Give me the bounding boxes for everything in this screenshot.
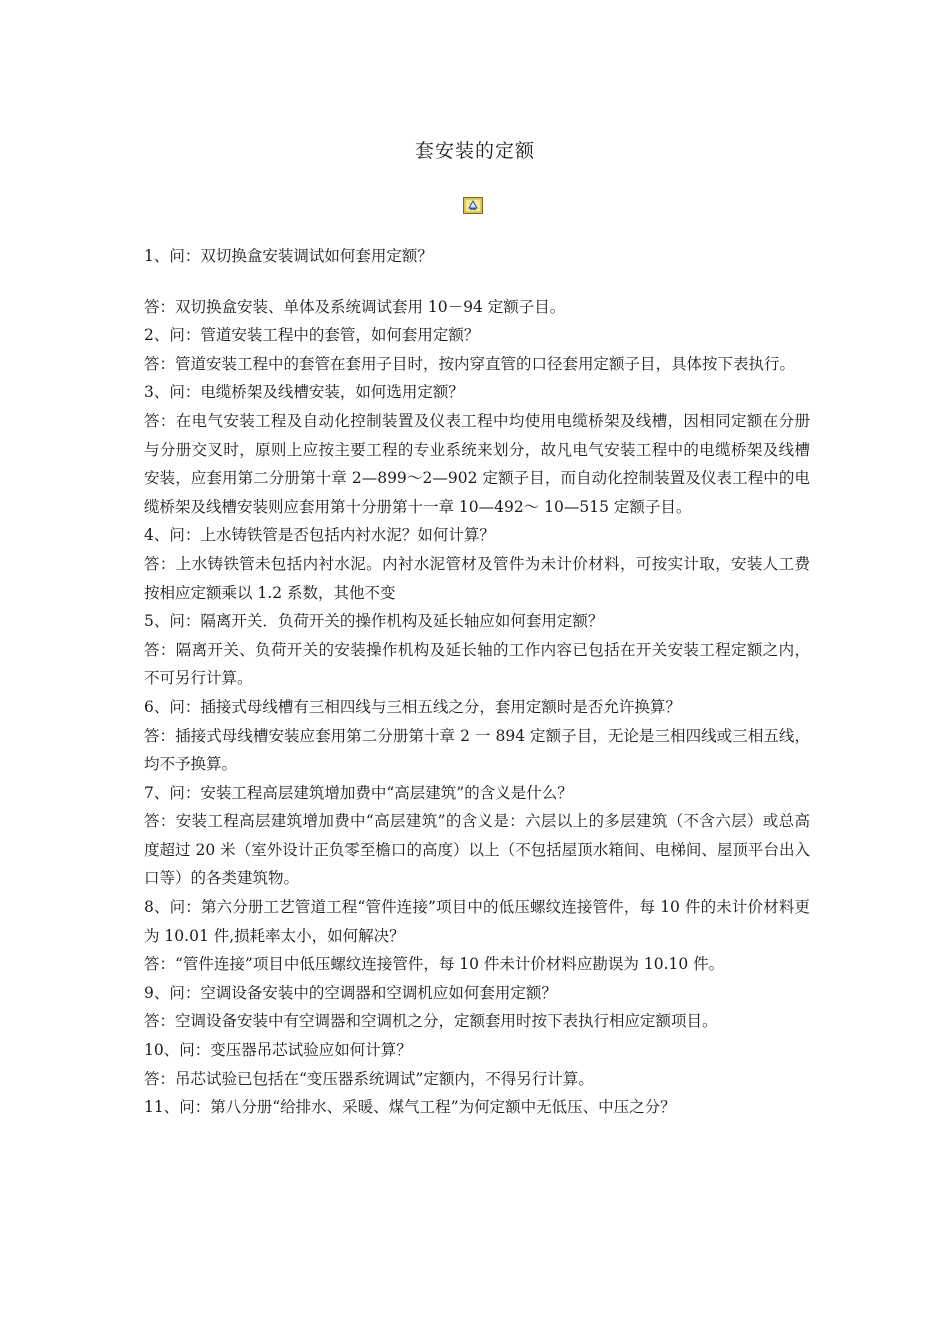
paragraph: 答：在电气安装工程及自动化控制装置及仪表工程中均使用电缆桥架及线槽，因相同定额在分册与分册交叉时，原则上应按主要工程的专业系统来划分，故凡电气安装工程中的电缆桥架及线槽安装，应套用第二分册第十章 2—899～2—902 定额子目，而自动化控制装置及仪表工程中的电缆桥架及线槽安装则应套用第十分册第十一章 10—492～ 10—515 定额子目。 — [144, 411, 810, 516]
document-title: 套安装的定额 — [414, 140, 535, 162]
paragraph: 答：上水铸铁管未包括内衬水泥。内衬水泥管材及管件为未计价材料，可按实计取，安装人工费按相应定额乘以 1.2 系数，其他不变 — [144, 554, 810, 602]
paragraph: 7、问：安装工程高层建筑增加费中“高层建筑”的含义是什么？ — [144, 783, 573, 802]
paragraph: 5、问：隔离开关．负荷开关的操作机构及延长轴应如何套用定额？ — [144, 612, 604, 631]
paragraph: 3、问：电缆桥架及线槽安装，如何选用定额？ — [144, 383, 464, 402]
paragraph: 答：吊芯试验已包括在“变压器系统调试”定额内，不得另行计算。 — [144, 1069, 594, 1088]
paragraph: 9、问：空调设备安装中的空调器和空调机应如何套用定额？ — [144, 983, 557, 1002]
paragraph: 2、问：管道安装工程中的套管，如何套用定额？ — [144, 326, 480, 345]
document-body — [144, 242, 810, 1122]
document-object-icon[interactable] — [463, 197, 483, 214]
paragraph: 4、问：上水铸铁管是否包括内衬水泥？如何计算？ — [144, 526, 495, 545]
paragraph: 8、问：第六分册工艺管道工程“管件连接”项目中的低压螺纹连接管件，每 10 件的未计价材料更为 10.01 件,损耗率太小，如何解决？ — [144, 898, 810, 945]
paragraph: 1、问：双切换盒安装调试如何套用定额？ — [144, 247, 433, 265]
paragraph: 答：管道安装工程中的套管在套用子目时，按内穿直管的口径套用定额子目，具体按下表执行。 — [144, 354, 796, 373]
paragraph: 答：“管件连接”项目中低压螺纹连接管件，每 10 件未计价材料应勘误为 10.10 件。 — [144, 955, 725, 974]
paragraph: 答：安装工程高层建筑增加费中“高层建筑”的含义是：六层以上的多层建筑（不含六层）或总高度超过 20 米（室外设计正负零至檐口的高度）以上（不包括屋顶水箱间、电梯间、屋顶平台出入口等）的各类建筑物。 — [144, 812, 810, 888]
paragraph: 答：双切换盒安装、单体及系统调试套用 10－94 定额子目。 — [144, 297, 566, 316]
paragraph: 答：隔离开关、负荷开关的安装操作机构及延长轴的工作内容已包括在开关安装工程定额之内，不可另行计算。 — [144, 640, 810, 688]
paragraph: 11、问：第八分册“给排水、采暖、煤气工程”为何定额中无低压、中压之分？ — [144, 1098, 676, 1117]
paragraph: 10、问：变压器吊芯试验应如何计算？ — [144, 1041, 412, 1060]
paragraph: 答：插接式母线槽安装应套用第二分册第十章 2 一 894 定额子目，无论是三相四线或三相五线，均不予换算。 — [144, 726, 810, 774]
paragraph: 6、问：插接式母线槽有三相四线与三相五线之分，套用定额时是否允许换算？ — [144, 697, 681, 716]
paragraph: 答：空调设备安装中有空调器和空调机之分，定额套用时按下表执行相应定额项目。 — [144, 1012, 718, 1031]
